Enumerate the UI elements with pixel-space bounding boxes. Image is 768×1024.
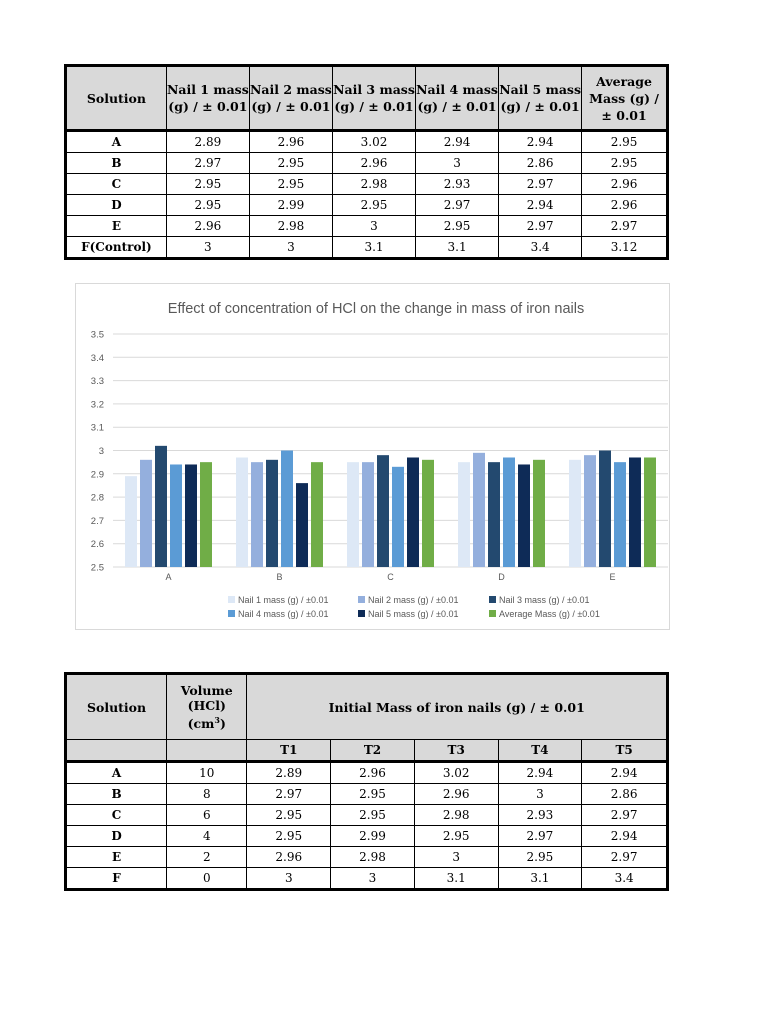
bar-E-series-1 (569, 460, 581, 567)
value-cell: 2.97 (498, 826, 582, 847)
bar-B-series-6 (311, 462, 323, 567)
value-cell: 2.96 (331, 762, 415, 784)
y-tick-label: 3.2 (90, 399, 104, 411)
value-cell: 2.93 (416, 174, 499, 195)
blank-cell (167, 740, 247, 762)
value-cell: 2.95 (249, 153, 332, 174)
value-cell: 2.95 (582, 131, 668, 153)
x-tick-label: A (165, 572, 172, 582)
y-tick-label: 2.8 (90, 492, 104, 504)
bar-E-series-4 (614, 462, 626, 567)
header-trial-3: T3 (414, 740, 498, 762)
header-solution: Solution (66, 66, 167, 131)
legend-swatch (358, 610, 365, 617)
x-tick-label: D (498, 572, 505, 582)
value-cell: 2.98 (414, 805, 498, 826)
legend-label: Nail 3 mass (g) / ±0.01 (499, 595, 590, 605)
chart-title: Effect of concentration of HCl on the change in mass of iron nails (167, 301, 585, 317)
x-tick-label: C (387, 572, 394, 582)
bar-A-series-2 (140, 460, 152, 567)
legend-label: Nail 5 mass (g) / ±0.01 (368, 609, 459, 619)
legend-label: Nail 2 mass (g) / ±0.01 (368, 595, 459, 605)
header-initial-mass: Initial Mass of iron nails (g) / ± 0.01 (247, 674, 668, 740)
bar-B-series-4 (281, 451, 293, 568)
value-cell: 2.94 (582, 762, 668, 784)
header-volume-sup: 3 (214, 714, 220, 725)
bar-D-series-4 (503, 457, 515, 567)
bar-E-series-2 (584, 455, 596, 567)
bar-E-series-5 (629, 457, 641, 567)
value-cell: 2.96 (332, 153, 415, 174)
bar-B-series-5 (296, 483, 308, 567)
bar-D-series-5 (518, 464, 530, 567)
header-volume-end: ) (219, 716, 226, 732)
value-cell: 3.1 (416, 237, 499, 259)
mass-table (64, 64, 669, 260)
value-cell: 2 (167, 847, 247, 868)
x-tick-label: E (609, 572, 616, 582)
table-row (66, 784, 668, 805)
legend-swatch (228, 610, 235, 617)
bar-A-series-1 (125, 476, 137, 567)
value-cell: 3 (247, 868, 331, 890)
bar-C-series-2 (362, 462, 374, 567)
header-nail-1: Nail 1 mass (g) / ± 0.01 (166, 66, 249, 131)
table-row (66, 762, 668, 784)
value-cell: 3 (331, 868, 415, 890)
bar-B-series-2 (251, 462, 263, 567)
bar-D-series-6 (533, 460, 545, 567)
row-label-cell: B (66, 153, 167, 174)
table-row (66, 826, 668, 847)
value-cell: 3.4 (582, 868, 668, 890)
table-row (66, 847, 668, 868)
value-cell: 2.96 (582, 174, 668, 195)
value-cell: 2.96 (247, 847, 331, 868)
value-cell: 2.95 (249, 174, 332, 195)
y-tick-label: 3 (98, 446, 104, 457)
value-cell: 6 (167, 805, 247, 826)
trial-header-row (66, 740, 668, 762)
value-cell: 2.95 (582, 153, 668, 174)
value-cell: 2.97 (582, 805, 668, 826)
value-cell: 2.95 (166, 174, 249, 195)
row-label-cell: B (66, 784, 167, 805)
header-volume-text: Volume (HCl) (cm (180, 682, 233, 732)
row-label-cell: A (66, 762, 167, 784)
bar-C-series-4 (392, 467, 404, 567)
value-cell: 2.97 (499, 216, 582, 237)
bar-E-series-6 (644, 457, 656, 567)
row-label-cell: E (66, 216, 167, 237)
legend-label: Average Mass (g) / ±0.01 (499, 609, 600, 619)
value-cell: 2.97 (247, 784, 331, 805)
value-cell: 3.1 (414, 868, 498, 890)
chart-svg (76, 284, 669, 629)
bar-A-series-5 (185, 464, 197, 567)
value-cell: 3 (249, 237, 332, 259)
blank-cell (66, 740, 167, 762)
table-row (66, 216, 668, 237)
table-row (66, 868, 668, 890)
value-cell: 2.95 (498, 847, 582, 868)
row-label-cell: E (66, 847, 167, 868)
header-trial-1: T1 (247, 740, 331, 762)
y-tick-label: 3.5 (90, 329, 104, 341)
value-cell: 2.89 (247, 762, 331, 784)
value-cell: 2.95 (331, 784, 415, 805)
value-cell: 2.95 (247, 826, 331, 847)
value-cell: 2.94 (499, 131, 582, 153)
value-cell: 2.99 (331, 826, 415, 847)
value-cell: 2.95 (332, 195, 415, 216)
value-cell: 3 (414, 847, 498, 868)
legend-swatch (228, 596, 235, 603)
value-cell: 2.97 (416, 195, 499, 216)
value-cell: 3.1 (332, 237, 415, 259)
header-average: Average Mass (g) / ± 0.01 (582, 66, 668, 131)
header-nail-2: Nail 2 mass (g) / ± 0.01 (249, 66, 332, 131)
y-tick-label: 2.6 (90, 539, 104, 551)
value-cell: 2.94 (582, 826, 668, 847)
row-label-cell: D (66, 195, 167, 216)
bar-C-series-6 (422, 460, 434, 567)
value-cell: 2.96 (249, 131, 332, 153)
value-cell: 2.97 (499, 174, 582, 195)
table-row (66, 153, 668, 174)
value-cell: 2.99 (249, 195, 332, 216)
value-cell: 2.98 (249, 216, 332, 237)
row-label-cell: D (66, 826, 167, 847)
legend-swatch (358, 596, 365, 603)
value-cell: 2.95 (416, 216, 499, 237)
bar-C-series-1 (347, 462, 359, 567)
value-cell: 10 (167, 762, 247, 784)
value-cell: 2.96 (166, 216, 249, 237)
legend-label: Nail 1 mass (g) / ±0.01 (238, 595, 329, 605)
row-label-cell: C (66, 805, 167, 826)
value-cell: 2.86 (499, 153, 582, 174)
value-cell: 8 (167, 784, 247, 805)
value-cell: 3 (498, 784, 582, 805)
legend-swatch (489, 610, 496, 617)
value-cell: 2.96 (582, 195, 668, 216)
bar-A-series-6 (200, 462, 212, 567)
value-cell: 2.94 (499, 195, 582, 216)
value-cell: 2.97 (582, 847, 668, 868)
row-label-cell: C (66, 174, 167, 195)
value-cell: 2.94 (498, 762, 582, 784)
value-cell: 2.97 (582, 216, 668, 237)
value-cell: 2.97 (166, 153, 249, 174)
value-cell: 2.86 (582, 784, 668, 805)
x-tick-label: B (276, 572, 283, 582)
value-cell: 3.4 (499, 237, 582, 259)
bar-D-series-3 (488, 462, 500, 567)
initial-mass-table (64, 672, 669, 891)
y-tick-label: 2.9 (90, 469, 104, 481)
y-tick-label: 3.4 (90, 352, 104, 364)
legend-label: Nail 4 mass (g) / ±0.01 (238, 609, 329, 619)
value-cell: 3 (332, 216, 415, 237)
value-cell: 0 (167, 868, 247, 890)
bar-B-series-3 (266, 460, 278, 567)
mass-table-header-row (66, 66, 668, 131)
legend-swatch (489, 596, 496, 603)
bar-D-series-2 (473, 453, 485, 567)
bar-A-series-4 (170, 464, 182, 567)
bar-C-series-5 (407, 457, 419, 567)
value-cell: 2.93 (498, 805, 582, 826)
table-row (66, 195, 668, 216)
value-cell: 2.89 (166, 131, 249, 153)
value-cell: 2.95 (166, 195, 249, 216)
value-cell: 4 (167, 826, 247, 847)
y-tick-label: 2.7 (90, 515, 104, 527)
value-cell: 2.96 (414, 784, 498, 805)
row-label-cell: F (66, 868, 167, 890)
value-cell: 2.94 (416, 131, 499, 153)
bar-C-series-3 (377, 455, 389, 567)
table-row (66, 131, 668, 153)
header-trial-4: T4 (498, 740, 582, 762)
value-cell: 2.95 (414, 826, 498, 847)
table-row (66, 174, 668, 195)
header-nail-3: Nail 3 mass (g) / ± 0.01 (332, 66, 415, 131)
header-nail-5: Nail 5 mass (g) / ± 0.01 (499, 66, 582, 131)
bar-chart (75, 283, 670, 630)
y-tick-label: 3.1 (90, 422, 104, 434)
bar-E-series-3 (599, 451, 611, 568)
bar-B-series-1 (236, 457, 248, 567)
row-label-cell: A (66, 131, 167, 153)
value-cell: 2.98 (331, 847, 415, 868)
value-cell: 3 (166, 237, 249, 259)
header-trial-5: T5 (582, 740, 668, 762)
value-cell: 2.95 (247, 805, 331, 826)
value-cell: 3.12 (582, 237, 668, 259)
value-cell: 2.95 (331, 805, 415, 826)
bar-D-series-1 (458, 462, 470, 567)
y-tick-label: 2.5 (90, 562, 104, 574)
bar-A-series-3 (155, 446, 167, 567)
value-cell: 3.1 (498, 868, 582, 890)
value-cell: 2.98 (332, 174, 415, 195)
value-cell: 3.02 (332, 131, 415, 153)
y-tick-label: 3.3 (90, 376, 104, 388)
value-cell: 3 (416, 153, 499, 174)
header-nail-4: Nail 4 mass (g) / ± 0.01 (416, 66, 499, 131)
value-cell: 3.02 (414, 762, 498, 784)
header-trial-2: T2 (331, 740, 415, 762)
row-label-cell: F(Control) (66, 237, 167, 259)
table-row (66, 237, 668, 259)
table-row (66, 805, 668, 826)
initial-mass-header-row (66, 674, 668, 740)
header-volume (167, 674, 247, 740)
header-solution-2: Solution (66, 674, 167, 740)
